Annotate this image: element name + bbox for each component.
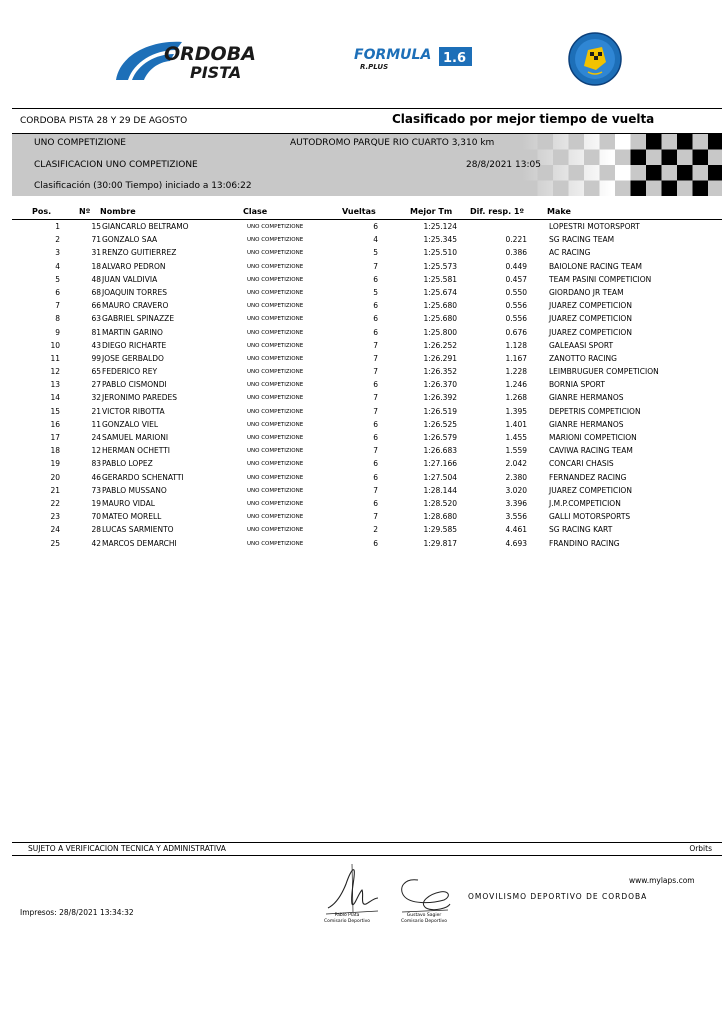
class-cell: UNO COMPETIZIONE [247,329,304,336]
team-cell: FERNANDEZ RACING [549,472,627,482]
number-cell: 32 [91,393,101,403]
number-cell: 66 [91,301,101,311]
checkered-flag-icon [522,134,722,196]
pos-cell: 25 [50,538,60,548]
best-time-cell: 1:29.585 [423,525,457,535]
driver-name-cell: MARCOS DEMARCHI [102,538,177,548]
number-cell: 65 [91,367,101,377]
driver-name-cell: GIANCARLO BELTRAMO [102,222,189,231]
formula-number: 1.6 [443,51,467,66]
team-cell: JUAREZ COMPETICION [549,485,632,495]
pos-cell: 22 [50,498,60,508]
results-table-body [12,221,722,551]
gap-cell: 3.396 [505,498,527,508]
gap-cell: 1.228 [505,367,527,377]
number-cell: 73 [91,485,101,495]
pos-cell: 4 [55,261,60,271]
driver-name-cell: VICTOR RIBOTTA [102,406,165,416]
gap-cell: 1.559 [505,446,527,456]
gap-cell: 1.268 [505,393,527,403]
team-cell: SG RACING TEAM [549,235,615,245]
col-class: Clase [243,207,268,216]
number-cell: 63 [91,314,101,324]
table-row [12,445,722,458]
driver-name-cell: GONZALO VIEL [102,419,159,429]
laps-cell: 6 [373,419,378,429]
team-cell: FRANDINO RACING [549,538,620,548]
driver-name-cell: JOSE GERBALDO [102,353,164,363]
laps-cell: 7 [373,393,378,403]
col-name: Nombre [100,207,136,216]
driver-name-cell: MAURO VIDAL [102,498,155,508]
laps-cell: 7 [373,406,378,416]
pos-cell: 24 [50,525,60,535]
class-cell: UNO COMPETIZIONE [247,355,304,362]
gap-cell: 2.042 [505,459,527,469]
laps-cell: 6 [373,538,378,548]
table-row [12,247,722,260]
table-row [12,498,722,511]
number-cell: 31 [91,248,101,258]
table-row [12,419,722,432]
signature-2-name: Gustavo Sagier [406,913,442,918]
pos-cell: 1 [55,222,60,231]
table-row [12,261,722,274]
formula-text: FORMULA [354,47,432,63]
driver-name-cell: PABLO MUSSANO [102,485,167,495]
gap-cell: 0.221 [505,235,527,245]
team-cell: TEAM PASINI COMPETICION [549,274,652,284]
team-cell: CAVIWA RACING TEAM [549,446,633,456]
best-time-cell: 1:27.504 [423,472,457,482]
pos-cell: 10 [50,340,60,350]
number-cell: 42 [91,538,101,548]
team-cell: MARIONI COMPETICION [549,433,637,442]
laps-cell: 7 [373,340,378,350]
laps-cell: 6 [373,433,378,442]
best-time-cell: 1:26.370 [423,380,457,390]
class-cell: UNO COMPETIZIONE [247,514,304,521]
team-cell: ZANOTTO RACING [549,353,617,363]
table-row [12,538,722,551]
signature-2-role: Comisario Deportivo [400,919,448,924]
team-cell: AC RACING [549,248,591,258]
best-time-cell: 1:26.683 [423,446,457,456]
signature-1-name: Pablo Plata [334,913,360,918]
driver-name-cell: SAMUEL MARIONI [102,433,169,442]
number-cell: 48 [91,274,101,284]
best-time-cell: 1:26.252 [423,340,457,350]
team-cell: JUAREZ COMPETICION [549,314,632,324]
best-time-cell: 1:26.392 [423,393,457,403]
table-row [12,234,722,247]
best-time-cell: 1:25.800 [423,327,457,337]
class-cell: UNO COMPETIZIONE [247,527,304,534]
laps-cell: 5 [373,287,378,297]
class-cell: UNO COMPETIZIONE [247,224,304,230]
number-cell: 27 [91,380,101,390]
team-cell: BORNIA SPORT [549,380,605,390]
table-row [12,379,722,392]
team-cell: CONCARI CHASIS [549,459,614,469]
team-cell: DEPETRIS COMPETICION [549,406,641,416]
gap-cell: 1.455 [505,433,527,442]
laps-cell: 5 [373,248,378,258]
laps-cell: 7 [373,446,378,456]
track-name: AUTODROMO PARQUE RIO CUARTO 3,310 km [290,138,495,148]
laps-cell: 6 [373,301,378,311]
verification-notice: SUJETO A VERIFICACION TECNICA Y ADMINISTRATIVA [28,844,226,853]
best-time-cell: 1:25.581 [423,274,457,284]
team-cell: GIORDANO JR TEAM [549,287,624,297]
col-pos: Pos. [32,207,52,216]
table-row [12,458,722,471]
table-row [12,432,722,445]
pos-cell: 5 [55,274,60,284]
number-cell: 19 [91,498,101,508]
vendor-name: Orbits [689,844,712,853]
number-cell: 81 [91,327,101,337]
gap-cell: 2.380 [505,472,527,482]
best-time-cell: 1:28.144 [423,485,457,495]
laps-cell: 6 [373,222,378,231]
number-cell: 24 [91,433,101,442]
table-row [12,472,722,485]
best-time-cell: 1:25.345 [423,235,457,245]
pos-cell: 21 [50,485,60,495]
best-time-cell: 1:28.680 [423,512,457,522]
best-time-cell: 1:26.525 [423,419,457,429]
best-time-cell: 1:25.674 [423,287,457,297]
driver-name-cell: PABLO LOPEZ [102,459,153,469]
number-cell: 18 [91,261,101,271]
team-cell: GIANRE HERMANOS [549,393,624,403]
number-cell: 70 [91,512,101,522]
pos-cell: 23 [50,512,60,522]
class-cell: UNO COMPETIZIONE [247,435,304,441]
driver-name-cell: GONZALO SAA [102,235,158,245]
laps-cell: 6 [373,459,378,469]
report-title: Clasificado por mejor tiempo de vuelta [392,112,655,126]
laps-cell: 7 [373,353,378,363]
gap-cell: 0.449 [505,261,527,271]
class-cell: UNO COMPETIZIONE [247,448,304,455]
pos-cell: 7 [55,301,60,311]
table-row [12,524,722,537]
pos-cell: 11 [50,353,60,363]
table-row [12,313,722,326]
best-time-cell: 1:28.520 [423,498,457,508]
class-cell: UNO COMPETIZIONE [247,303,304,310]
best-time-cell: 1:25.573 [423,261,457,271]
team-cell: GIANRE HERMANOS [549,419,624,429]
table-row [12,300,722,313]
formula-sub: R.PLUS [360,63,389,71]
printed-timestamp: Impresos: 28/8/2021 13:34:32 [20,908,134,917]
gap-cell: 0.676 [505,327,527,337]
gap-cell: 1.401 [505,419,527,429]
pos-cell: 19 [50,459,60,469]
number-cell: 46 [91,472,101,482]
session-detail: Clasificación (30:00 Tiempo) iniciado a 13:06:22 [34,181,252,191]
footer-bar [12,842,722,856]
class-cell: UNO COMPETIZIONE [247,540,304,547]
pos-cell: 12 [50,367,60,377]
laps-cell: 6 [373,314,378,324]
gap-cell: 0.386 [505,248,527,258]
driver-name-cell: GABRIEL SPINAZZE [102,314,175,324]
number-cell: 68 [91,287,101,297]
team-cell: LOPESTRI MOTORSPORT [549,222,640,231]
laps-cell: 6 [373,274,378,284]
pos-cell: 14 [50,393,60,403]
col-best: Mejor Tm [410,207,453,216]
class-cell: UNO COMPETIZIONE [247,395,304,402]
best-time-cell: 1:25.680 [423,301,457,311]
table-row [12,392,722,405]
table-row [12,353,722,366]
driver-name-cell: JERONIMO PAREDES [102,393,178,403]
laps-cell: 6 [373,472,378,482]
driver-name-cell: JUAN VALDIVIA [102,274,158,284]
gap-cell: 3.556 [505,512,527,522]
best-time-cell: 1:27.166 [423,459,457,469]
driver-name-cell: MARTIN GARINO [102,327,163,337]
gap-cell: 0.457 [505,274,527,284]
table-row [12,221,722,234]
pos-cell: 13 [50,380,60,390]
federation-seal-icon [568,32,622,86]
best-time-cell: 1:25.124 [423,222,457,231]
table-row [12,406,722,419]
best-time-cell: 1:26.352 [423,367,457,377]
driver-name-cell: PABLO CISMONDI [102,380,167,390]
pos-cell: 16 [50,419,60,429]
best-time-cell: 1:26.579 [423,433,457,442]
laps-cell: 7 [373,367,378,377]
gap-cell: 1.167 [505,353,527,363]
class-cell: UNO COMPETIZIONE [247,369,304,376]
number-cell: 21 [91,406,101,416]
col-laps: Vueltas [342,207,376,216]
table-row [12,366,722,379]
class-cell: UNO COMPETIZIONE [247,316,304,323]
class-cell: UNO COMPETIZIONE [247,474,304,481]
gap-cell: 0.550 [505,287,527,297]
class-cell: UNO COMPETIZIONE [247,461,304,468]
pos-cell: 3 [55,248,60,258]
gap-cell: 3.020 [505,485,527,495]
class-cell: UNO COMPETIZIONE [247,263,304,270]
pos-cell: 9 [55,327,60,337]
table-row [12,327,722,340]
gap-cell: 1.128 [505,340,527,350]
federation-name: OMOVILISMO DEPORTIVO DE CORDOBA [468,892,648,901]
number-cell: 28 [91,525,101,535]
class-cell: UNO COMPETIZIONE [247,289,304,296]
laps-cell: 7 [373,485,378,495]
cordoba-pista-logo [112,36,262,82]
class-cell: UNO COMPETIZIONE [247,250,304,257]
table-row [12,511,722,524]
website-link[interactable]: www.mylaps.com [629,876,695,885]
results-table-header [12,205,722,220]
driver-name-cell: DIEGO RICHARTE [102,340,167,350]
laps-cell: 6 [373,327,378,337]
driver-name-cell: LUCAS SARMIENTO [102,525,174,535]
class-cell: UNO COMPETIZIONE [247,382,304,389]
driver-name-cell: JOAQUIN TORRES [102,287,167,297]
team-cell: JUAREZ COMPETICION [549,327,632,337]
driver-name-cell: GERARDO SCHENATTI [102,472,184,482]
laps-cell: 6 [373,498,378,508]
laps-cell: 6 [373,380,378,390]
number-cell: 12 [91,446,101,456]
col-make: Make [547,207,571,216]
session-name: CLASIFICACION UNO COMPETIZIONE [34,160,198,170]
laps-cell: 2 [373,525,378,535]
team-cell: BAIOLONE RACING TEAM [549,261,643,271]
class-cell: UNO COMPETIZIONE [247,342,304,349]
team-cell: J.M.P.COMPETICION [549,498,621,508]
table-row [12,340,722,353]
table-row [12,274,722,287]
pos-cell: 6 [55,287,60,297]
class-cell: UNO COMPETIZIONE [247,421,304,428]
class-cell: UNO COMPETIZIONE [247,276,304,283]
driver-name-cell: MATEO MORELL [102,512,162,522]
gap-cell: 4.693 [505,538,527,548]
pos-cell: 8 [55,314,60,324]
gap-cell: 0.556 [505,301,527,311]
driver-name-cell: RENZO GUITIERREZ [102,248,177,258]
pos-cell: 18 [50,446,60,456]
table-row [12,485,722,498]
session-datetime: 28/8/2021 13:05 [466,160,541,170]
pista-text: PISTA [190,63,242,82]
category-name: UNO COMPETIZIONE [34,138,126,148]
class-cell: UNO COMPETIZIONE [247,500,304,507]
col-num: Nº [79,207,91,216]
number-cell: 15 [91,222,101,231]
class-cell: UNO COMPETIZIONE [247,237,304,244]
driver-name-cell: ALVARO PEDRON [102,261,166,271]
best-time-cell: 1:26.519 [423,406,457,416]
team-cell: LEIMBRUGUER COMPETICION [549,367,659,377]
number-cell: 71 [91,235,101,245]
class-cell: UNO COMPETIZIONE [247,487,304,494]
laps-cell: 7 [373,512,378,522]
number-cell: 99 [91,353,101,363]
pos-cell: 15 [50,406,60,416]
pos-cell: 2 [55,235,60,245]
formula-logo [352,44,474,72]
signature-1-role: Comisario Deportivo [323,919,371,924]
pos-cell: 17 [50,433,60,442]
number-cell: 11 [91,419,101,429]
best-time-cell: 1:26.291 [423,353,457,363]
gap-cell: 0.556 [505,314,527,324]
gap-cell: 4.461 [505,525,527,535]
gap-cell: 1.395 [505,406,527,416]
driver-name-cell: MAURO CRAVERO [102,301,169,311]
team-cell: GALEAASI SPORT [549,340,614,350]
laps-cell: 4 [373,235,378,245]
team-cell: JUAREZ COMPETICION [549,301,632,311]
team-cell: SG RACING KART [549,525,613,535]
best-time-cell: 1:25.680 [423,314,457,324]
class-cell: UNO COMPETIZIONE [247,408,304,415]
logo-area [0,0,724,100]
cordoba-text: ORDOBA [164,43,256,65]
number-cell: 83 [91,459,101,469]
driver-name-cell: FEDERICO REY [102,367,158,377]
report-title-bar [12,108,722,134]
table-row [12,287,722,300]
team-cell: GALLI MOTORSPORTS [549,512,631,522]
session-info-box [12,134,722,196]
best-time-cell: 1:29.817 [423,538,457,548]
col-diff: Dif. resp. 1º [470,207,525,216]
event-name: CORDOBA PISTA 28 Y 29 DE AGOSTO [20,116,188,126]
gap-cell: 1.246 [505,380,527,390]
number-cell: 43 [91,340,101,350]
driver-name-cell: HERMAN OCHETTI [102,446,170,456]
laps-cell: 7 [373,261,378,271]
pos-cell: 20 [50,472,60,482]
best-time-cell: 1:25.510 [423,248,457,258]
